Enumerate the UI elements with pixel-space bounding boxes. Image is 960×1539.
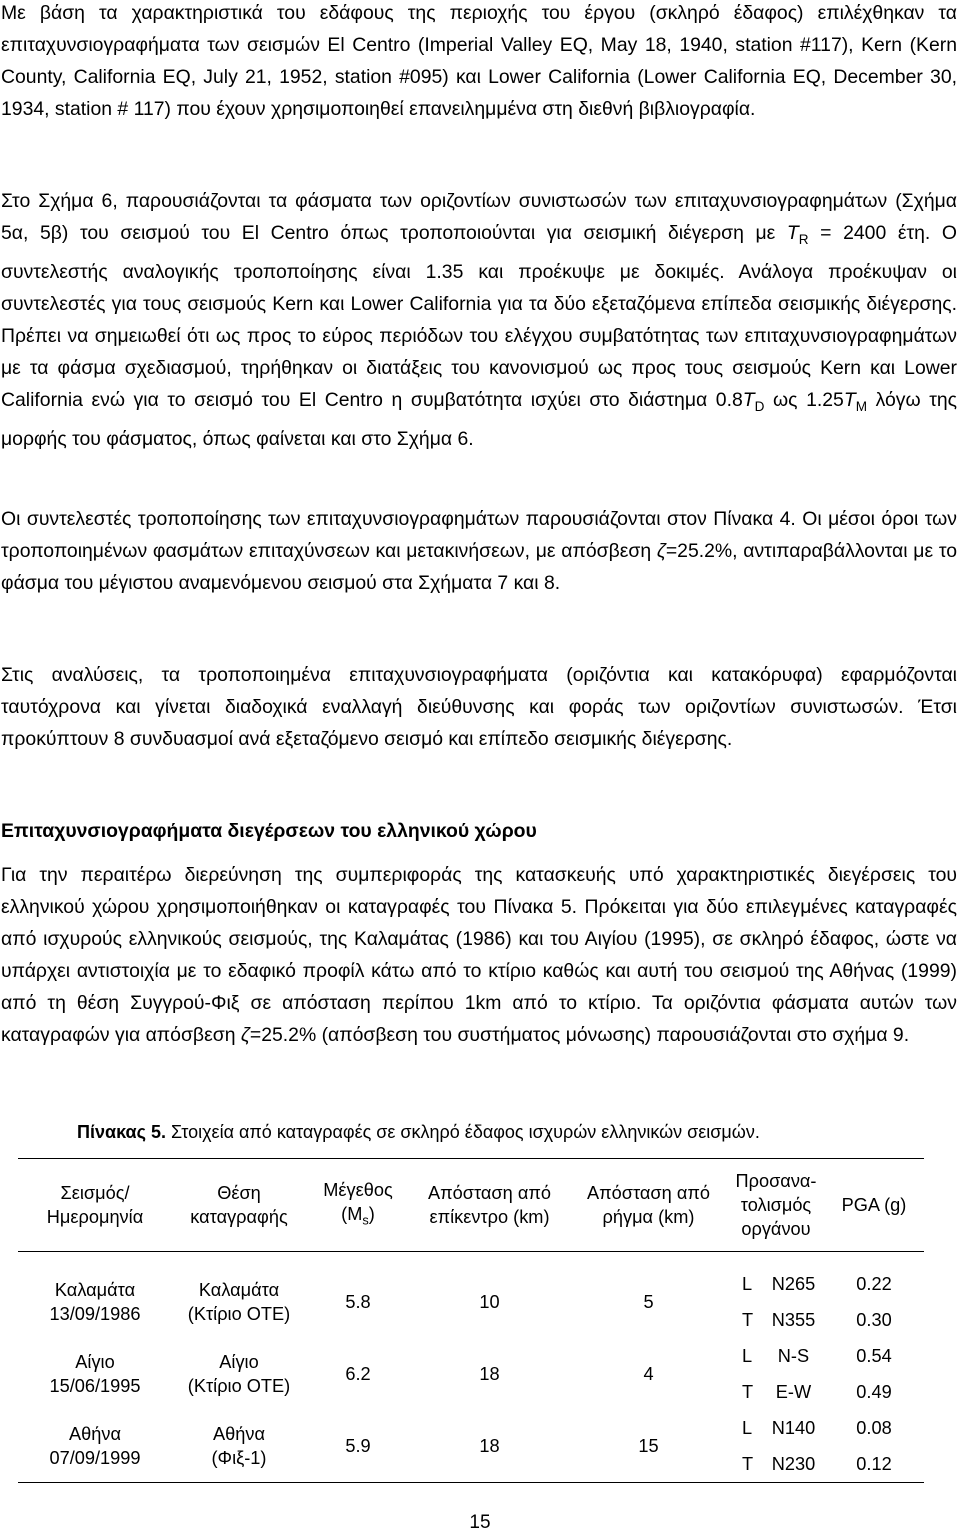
cell-fault-distance: 15 (569, 1410, 728, 1483)
cell-pga: 0.12 (824, 1446, 924, 1483)
header-site: Θέση καταγραφής (172, 1159, 306, 1252)
records-table (18, 1158, 924, 1483)
paragraph-analyses: Στις αναλύσεις, τα τροποποιημένα επιταχυνσιογραφήματα (οριζόντια και κατακόρυφα) εφαρμόζονται ταυτόχρονα και γίνεται διαδοχικά εναλλαγή διεύθυνσης και φοράς των οριζοντίων συνιστωσών. Έτσι προκύπτουν 8 συνδυασμοί ανά εξεταζόμενο σεισμό και επίπεδο σεισμικής διέγερσης. (1, 664, 957, 750)
header-orientation: Προσανα-τολισμός οργάνου (728, 1159, 824, 1252)
cell-magnitude: 5.8 (345, 1292, 371, 1312)
paragraph-greek-records: Για την περαιτέρω διερεύνηση της συμπεριφοράς της κατασκευής υπό χαρακτηριστικές διεγέρσεις του ελληνικού χώρου χρησιμοποιήθηκαν οι καταγραφές του Πίνακα 5. Πρόκειται για δύο επιλεγμένες καταγραφές από ισχυρούς ελληνικούς σεισμούς, της Καλαμάτας (1986) και του Αιγίου (1995), σε σκληρό έδαφος, ώστε να υπάρχει αντιστοιχία με το εδαφικό προφίλ κάτω από το κτίριο καθώς και αυτή του σεισμού της Αθήνας (1999) από τη θέση Συγγρού-Φιξ σε απόσταση περίπου 1km από το κτίριο. Τα οριζόντια φάσματα αυτών των καταγραφών για απόσβεση ζ=25.2% (απόσβεση του συστήματος μόνωσης) παρουσιάζονται στο σχήμα 9. (1, 864, 957, 1046)
cell-component: L (742, 1274, 753, 1294)
page-number: 15 (469, 1512, 491, 1533)
cell-pga: 0.08 (856, 1418, 892, 1438)
header-fault-distance: Απόσταση από ρήγμα (km) (569, 1159, 728, 1252)
cell-direction: N230 (763, 1446, 824, 1483)
header-quake: Σεισμός/ Ημερομηνία (18, 1159, 172, 1252)
cell-pga: 0.54 (856, 1346, 892, 1366)
cell-quake: Καλαμάτα 13/09/1986 (49, 1280, 141, 1324)
table-row (18, 1410, 924, 1446)
cell-magnitude: 6.2 (345, 1364, 371, 1384)
cell-direction: N355 (771, 1310, 816, 1330)
cell-direction: N265 (771, 1274, 816, 1294)
table-header-row (18, 1159, 924, 1252)
section-heading: Επιταχυνσιογραφήματα διεγέρσεων του ελληνικού χώρου (1, 820, 537, 842)
table-row (18, 1338, 924, 1374)
cell-epicenter-distance: 18 (410, 1410, 569, 1483)
paragraph-ground-records: Με βάση τα χαρακτηριστικά του εδάφους της περιοχής του έργου (σκληρό έδαφος) επιλέχθηκαν τα επιταχυνσιογραφήματα των σεισμών El Centro (Imperial Valley EQ, May 18, 1940, station #117), Kern (Kern County, California EQ, July 21, 1952, station #095) και Lower California (Lower California EQ, December 30, 1934, station # 117) που έχουν χρησιμοποιηθεί επανειλημμένα στη διεθνή βιβλιογραφία. (1, 2, 957, 120)
header-epicenter-distance: Απόσταση από επίκεντρο (km) (410, 1159, 569, 1252)
cell-site: Καλαμάτα (Κτίριο ΟΤΕ) (187, 1280, 291, 1324)
cell-site: Αθήνα (Φιξ-1) (172, 1410, 306, 1483)
cell-site: Αίγιο (Κτίριο ΟΤΕ) (187, 1352, 291, 1396)
cell-direction: N140 (771, 1418, 816, 1438)
cell-pga: 0.49 (856, 1382, 892, 1402)
cell-component: T (728, 1446, 763, 1483)
header-pga: PGA (g) (824, 1159, 924, 1252)
cell-epicenter-distance: 10 (479, 1292, 500, 1312)
cell-component: L (742, 1418, 753, 1438)
header-magnitude: Μέγεθος $(M_s)$ (306, 1159, 410, 1252)
table-row (18, 1252, 924, 1303)
paragraph-modification-factors: Οι συντελεστές τροποποίησης των επιταχυνσιογραφημάτων παρουσιάζονται στον Πίνακα 4. Οι μέσοι όροι των τροποποιημένων φασμάτων επιταχύνσεων και μετακινήσεων, με απόσβεση ζ=25.2%, αντιπαραβάλλονται με το φάσμα του μέγιστου αναμενόμενου σεισμού στα Σχήματα 7 και 8. (1, 508, 957, 594)
cell-pga: 0.22 (856, 1274, 892, 1294)
cell-component: L (742, 1346, 753, 1366)
cell-epicenter-distance: 18 (479, 1364, 500, 1384)
cell-magnitude: 5.9 (306, 1410, 410, 1483)
paragraph-el-centro-spectra: Στο Σχήμα 6, παρουσιάζονται τα φάσματα των οριζοντίων συνιστωσών των επιταχυνσιογραφημάτων (Σχήμα 5α, 5β) του σεισμού του El Centro όπως τροποποιούνται για σεισμική διέγερση με $T_R = 2400$ έτη. Ο συντελεστής αναλογικής τροποποίησης είναι 1.35 και προέκυψε με δοκιμές. Ανάλογα προέκυψαν οι συντελεστές για τους σεισμούς Kern και Lower California για τα δύο εξεταζόμενα επίπεδα σεισμικής διέγερσης. Πρέπει να σημειωθεί ότι ως προς το εύρος περιόδων του ελέγχου συμβατότητας των επιταχυνσιογραφημάτων με τα φάσμα σχεδιασμού, τηρήθηκαν οι διατάξεις του κανονισμού ως προς τους σεισμούς Kern και Lower California ενώ για το σεισμό του El Centro η συμβατότητα ισχύει στο διάστημα $0.8T_D$ ως $1.25T_M$ λόγω της μορφής του φάσματος, όπως φαίνεται και στο Σχήμα 6. (1, 190, 957, 450)
cell-component: T (742, 1382, 754, 1402)
cell-pga: 0.30 (856, 1310, 892, 1330)
cell-direction: E-W (775, 1382, 812, 1402)
cell-quake: Αίγιο 15/06/1995 (49, 1352, 141, 1396)
cell-component: T (742, 1310, 754, 1330)
table-caption: Πίνακας 5. Στοιχεία από καταγραφές σε σκληρό έδαφος ισχυρών ελληνικών σεισμών. (77, 1122, 760, 1142)
cell-fault-distance: 4 (643, 1364, 654, 1384)
cell-quake: Αθήνα 07/09/1999 (18, 1410, 172, 1483)
cell-direction: N-S (777, 1346, 810, 1366)
cell-fault-distance: 5 (643, 1292, 654, 1312)
